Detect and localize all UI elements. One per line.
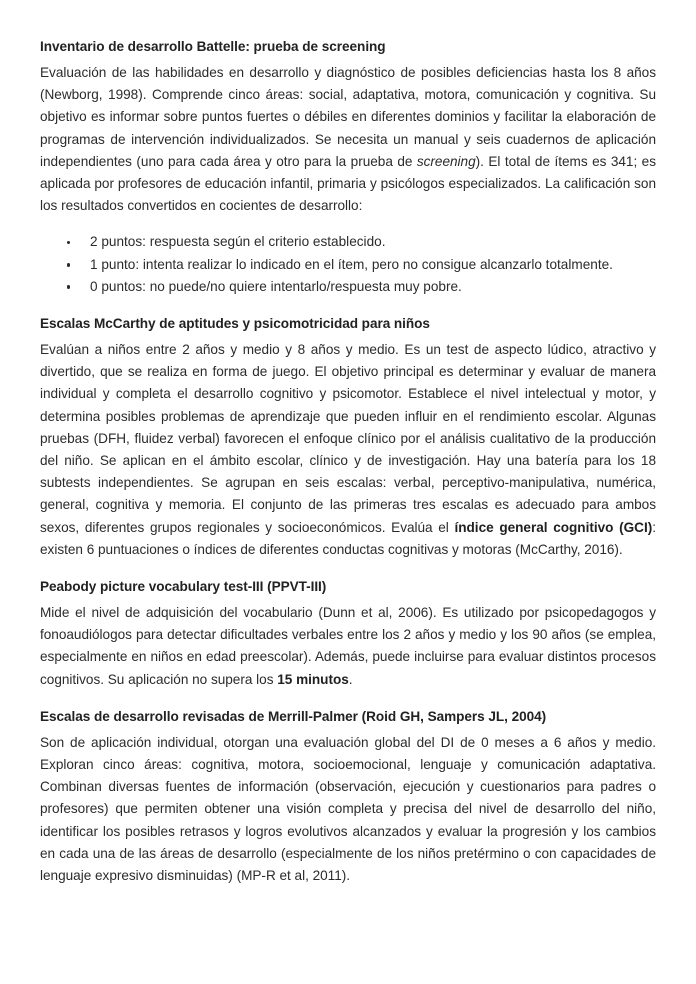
text-run-italic: screening xyxy=(416,153,476,169)
text-run-normal: Evaluación de las habilidades en desarrollo y diagnóstico de posibles deficiencias hasta los 8 años (Newborg, 1998). Comprende cinco áreas: social, adaptativa, motora, comunicación y cognitiva. Su objetivo es informar sobre puntos fuertes o débiles en diferentes dominios y facilitar la elaboración de programas de intervención individualizados. Se necesita un manual y seis cuadernos de aplicación independientes (uno para cada área y otro para la prueba de xyxy=(40,65,656,169)
paragraph-ppvt-description xyxy=(40,602,656,691)
list-item-label: 0 puntos: no puede/no quiere intentarlo/respuesta muy pobre. xyxy=(90,278,462,294)
text-run-bold: índice general cognitivo (GCI) xyxy=(454,519,653,535)
text-run-normal: Mide el nivel de adquisición del vocabulario (Dunn et al, 2006). Es utilizado por psicopedagogos y fonoaudiólogos para detectar dificultades verbales entre los 2 años y medio y los 90 años (se emplea, especialmente en niños en edad preescolar). Además, puede incluirse para evaluar distintos procesos cognitivos. Su aplicación no supera los xyxy=(40,605,656,687)
paragraph-merrill-palmer-description xyxy=(40,732,656,887)
list-item xyxy=(40,276,656,298)
bullet-point-icon xyxy=(67,285,70,288)
paragraph-battelle-intro xyxy=(40,62,656,217)
paragraph-mccarthy-description xyxy=(40,339,656,561)
section-mccarthy xyxy=(40,315,656,561)
section-heading-merrill-palmer: Escalas de desarrollo revisadas de Merrill-Palmer (Roid GH, Sampers JL, 2004) xyxy=(40,708,547,724)
text-run-normal: Evalúan a niños entre 2 años y medio y 8 años y medio. Es un test de aspecto lúdico, atractivo y divertido, que se realiza en forma de juego. El objetivo principal es determinar y evaluar de manera individual y completa el desarrollo cognitivo y psicomotor. Establece el nivel intelectual y motor, y determina posibles problemas de aprendizaje que pueden influir en el rendimiento escolar. Algunas pruebas (DFH, fluidez verbal) favorecen el enfoque clínico por el análisis cualitativo de la producción del niño. Se aplican en el ámbito escolar, clínico y de investigación. Hay una batería para los 18 subtests independientes. Se agrupan en seis escalas: verbal, perceptivo-manipulativa, numérica, general, cognitiva y memoria. El conjunto de las primeras tres escalas es adecuado para ambos sexos, diferentes grupos regionales y socioeconómicos. Evalúa el xyxy=(40,342,656,535)
list-item-label: 1 punto: intenta realizar lo indicado en el ítem, pero no consigue alcanzarlo totalmente. xyxy=(90,256,613,272)
section-merrill-palmer xyxy=(40,708,656,887)
text-run-normal: ). El total de ítems es 341; es aplicada por profesores de educación infantil, primaria y psicólogos especializados. La calificación son los resultados convertidos en cocientes de desarrollo: xyxy=(40,153,656,214)
list-item-label: 2 puntos: respuesta según el criterio establecido. xyxy=(90,234,386,250)
text-run-normal: . xyxy=(348,671,353,687)
document-body xyxy=(40,38,656,887)
section-ppvt xyxy=(40,578,656,691)
section-battelle xyxy=(40,38,656,298)
bullet-point-icon xyxy=(67,263,70,266)
bullet-point-icon xyxy=(67,241,70,244)
section-heading-mccarthy: Escalas McCarthy de aptitudes y psicomotricidad para niños xyxy=(40,316,430,332)
text-run-normal: Son de aplicación individual, otorgan una evaluación global del DI de 0 meses a 6 años y medio. Exploran cinco áreas: cognitiva, motora, socioemocional, lenguaje y comunicación adaptativa. Combinan diversas fuentes de información (observación, ejecución y cuestionarios para padres o profesores) que permiten obtener una visión completa y precisa del nivel de desarrollo del niño, identificar los posibles retrasos y logros evolutivos alcanzados y evaluar la progresión y los cambios en cada una de las áreas de desarrollo (especialmente de los niños pretérmino o con capacidades de lenguaje expresivo disminuidas) (MP-R et al, 2011). xyxy=(40,734,656,884)
section-heading-battelle: Inventario de desarrollo Battelle: prueba de screening xyxy=(40,39,386,54)
list-item xyxy=(40,254,656,276)
text-run-bold: 15 minutos xyxy=(277,671,349,687)
list-item xyxy=(40,231,656,253)
text-run-normal: : existen 6 puntuaciones o índices de diferentes conductas cognitivas y motoras (McCarthy, 2016). xyxy=(40,519,656,557)
section-heading-ppvt: Peabody picture vocabulary test-III (PPVT-III) xyxy=(40,579,327,595)
list-battelle-scoring-list xyxy=(40,231,656,298)
